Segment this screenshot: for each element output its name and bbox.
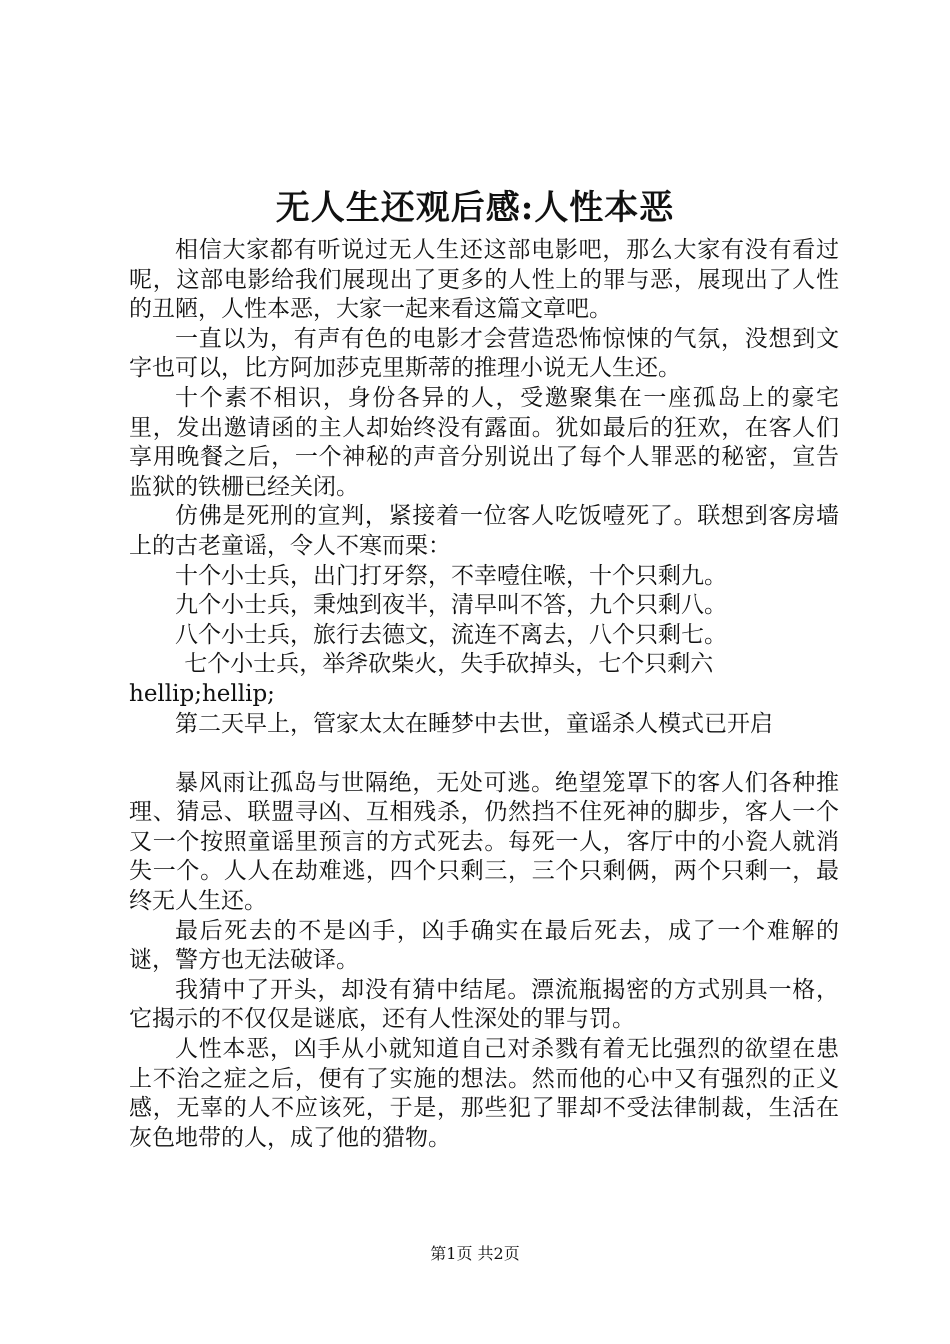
paragraph-4: 仿佛是死刑的宣判，紧接着一位客人吃饭噎死了。联想到客房墙上的古老童谣，令人不寒而栗：: [129, 503, 839, 559]
page-title: 无人生还观后感:人性本恶: [275, 188, 675, 228]
paragraph-9: 人性本恶，凶手从小就知道自己对杀戮有着无比强烈的欲望在患上不治之症之后，便有了实施的想法。然而他的心中又有强烈的正义感，无辜的人不应该死，于是，那些犯了罪却不受法律制裁，生活在灰色地带的人，成了他的猎物。: [129, 1036, 839, 1151]
blank-line: [129, 739, 839, 769]
verse-line-1: 十个小士兵，出门打牙祭，不幸噎住喉，十个只剩九。: [175, 562, 727, 589]
paragraph-8: 我猜中了开头，却没有猜中结尾。漂流瓶揭密的方式别具一格，它揭示的不仅仅是谜底，还有人性深处的罪与罚。: [129, 976, 839, 1033]
page-footer: 第1页 共2页: [430, 1244, 520, 1263]
paragraph-5: 第二天早上，管家太太在睡梦中去世，童谣杀人模式已开启: [175, 710, 773, 737]
paragraph-2: 一直以为，有声有色的电影才会营造恐怖惊悚的气氛，没想到文字也可以，比方阿加莎克里斯蒂的推理小说无人生还。: [129, 325, 839, 382]
article-body: [129, 236, 839, 1153]
paragraph-6: 暴风雨让孤岛与世隔绝，无处可逃。绝望笼罩下的客人们各种推理、猜忌、联盟寻凶、互相残杀，仍然挡不住死神的脚步，客人一个又一个按照童谣里预言的方式死去。每死一人，客厅中的小瓷人就消失一个。人人在劫难逃，四个只剩三，三个只剩俩，两个只剩一，最终无人生还。: [129, 769, 839, 915]
paragraph-7: 最后死去的不是凶手，凶手确实在最后死去，成了一个难解的谜，警方也无法破译。: [129, 917, 839, 974]
verse-line-4: 七个小士兵，举斧砍柴火，失手砍掉头，七个只剩六hellip;hellip;: [129, 651, 714, 707]
verse-line-2: 九个小士兵，秉烛到夜半，清早叫不答，九个只剩八。: [175, 592, 727, 619]
paragraph-3: 十个素不相识，身份各异的人，受邀聚集在一座孤岛上的豪宅里，发出邀请函的主人却始终没有露面。犹如最后的狂欢，在客人们享用晚餐之后，一个神秘的声音分别说出了每个人罪恶的秘密，宣告监狱的铁栅已经关闭。: [129, 384, 839, 500]
verse-line-3: 八个小士兵，旅行去德文，流连不离去，八个只剩七。: [175, 621, 727, 648]
paragraph-intro: 相信大家都有听说过无人生还这部电影吧，那么大家有没有看过呢，这部电影给我们展现出了更多的人性上的罪与恶，展现出了人性的丑陋，人性本恶，大家一起来看这篇文章吧。: [129, 237, 839, 323]
